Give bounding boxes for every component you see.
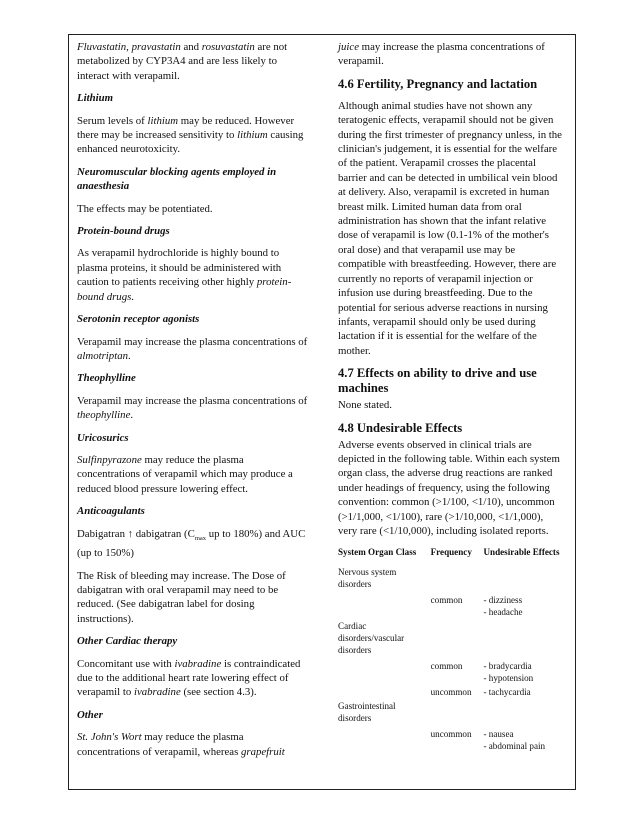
soc-cell: Cardiac disorders/vascular disorders: [338, 621, 405, 656]
table-row: [338, 728, 564, 754]
frequency-cell: common: [430, 661, 463, 672]
frequency-cell: uncommon: [430, 687, 472, 698]
lithium-text: Serum levels of lithium may be reduced. However there may be increased sensitivity to lithium causing enhanced neurotoxicity.: [77, 114, 304, 156]
cardiac-therapy-heading: Other Cardiac therapy: [77, 635, 178, 648]
header-system-organ-class: System Organ Class: [338, 547, 417, 558]
grapefruit-continuation: juice may increase the plasma concentrations of verapamil.: [338, 41, 545, 68]
header-frequency: Frequency: [430, 547, 472, 558]
other-text: St. John's Wort may reduce the plasma concentrations of verapamil, whereas grapefruit: [77, 731, 285, 758]
adverse-effects-table: [338, 546, 564, 754]
anticoagulants-heading: Anticoagulants: [77, 505, 145, 518]
table-row: [338, 700, 564, 728]
dabigatran-text: Dabigatran ↑ dabigatran ($C_{max}$ up to 180%) and AUC (up to 150%): [77, 527, 306, 560]
theophylline-text: Verapamil may increase the plasma concentrations of theophylline.: [77, 394, 308, 422]
effects-cell: - nausea - abdominal pain: [483, 729, 546, 752]
section-4-7-text: None stated.: [338, 399, 392, 412]
right-column: [338, 40, 564, 754]
frequency-cell: uncommon: [430, 729, 472, 740]
bleeding-risk-text: The Risk of bleeding may increase. The Dose of dabigatran with oral verapamil may need to be reduced. (See dabigatran label for dosing instructions).: [77, 569, 286, 625]
section-4-7-heading: 4.7 Effects on ability to drive and use machines: [338, 366, 537, 396]
section-4-6-text: Although animal studies have not shown any teratogenic effects, verapamil should not be given during the first trimester of pregnancy unless, in the clinician's judgement, it is essential for the welfare of the patient. Verapamil crosses the placental barrier and can be detected in umbilical vein blood at delivery. Also, verapamil is excreted in human breast milk. Limited human data from oral administration has shown that the infant relative dose of verapamil is low (0.1-1% of the mother's oral dose) and that verapamil use may be compatible with breastfeeding. However, there are currently no reports of verapamil injection or infusion use during breastfeeding. Due to the potential for serious adverse reactions in nursing infants, verapamil should only be used during lactation if it is essential for the welfare of the mother.: [338, 99, 562, 357]
uricosurics-text: Sulfinpyrazone may reduce the plasma concentrations of verapamil which may produce a reduced blood pressure lowering effect.: [77, 453, 293, 495]
soc-cell: Gastrointestinal disorders: [338, 701, 396, 724]
serotonin-text: Verapamil may increase the plasma concentrations of almotriptan.: [77, 335, 308, 362]
statin-paragraph: Fluvastatin, pravastatin and rosuvastatin are not metabolized by CYP3A4 and are less likely to interact with verapamil.: [77, 41, 288, 82]
left-column: [77, 40, 309, 767]
table-row: [338, 566, 564, 594]
nmb-text: The effects may be potentiated.: [77, 202, 213, 215]
lithium-heading: Lithium: [77, 92, 114, 105]
frequency-cell: common: [430, 595, 463, 606]
nmb-heading: Neuromuscular blocking agents employed in anaesthesia: [77, 165, 277, 193]
theophylline-heading: Theophylline: [77, 372, 136, 385]
effects-cell: - tachycardia: [483, 687, 531, 698]
effects-cell: - dizziness - headache: [483, 595, 523, 618]
table-row: [338, 594, 564, 620]
table-row: [338, 686, 564, 700]
section-4-8-text: Adverse events observed in clinical trials are depicted in the following table. Within each system organ class, the adverse drug reactions are ranked under headings of frequency, using the following convention: common (>1/100, <1/10), uncommon (>1/1,000, <1/100), rare (>1/10,000, <1/1,000), very rare (<1/10,000), including isolated reports.: [338, 438, 560, 537]
protein-bound-text: As verapamil hydrochloride is highly bound to plasma proteins, it should be administered with caution to patients receiving other highly protein-bound drugs.: [77, 247, 292, 303]
other-heading: Other: [77, 708, 103, 721]
soc-cell: Nervous system disorders: [338, 567, 397, 590]
effects-cell: - bradycardia - hypotension: [483, 661, 534, 684]
section-4-8-heading: 4.8 Undesirable Effects: [338, 420, 463, 435]
ivabradine-text: Concomitant use with ivabradine is contraindicated due to the additional heart rate lowering effect of verapamil to ivabradine (see section 4.3).: [77, 657, 301, 699]
table-row: [338, 620, 564, 660]
header-undesirable-effects: Undesirable Effects: [483, 547, 560, 558]
protein-bound-heading: Protein-bound drugs: [77, 225, 170, 238]
serotonin-heading: Serotonin receptor agonists: [77, 313, 200, 326]
table-row: [338, 660, 564, 686]
uricosurics-heading: Uricosurics: [77, 431, 129, 444]
table-header-row: [338, 546, 564, 566]
section-4-6-heading: 4.6 Fertility, Pregnancy and lactation: [338, 76, 538, 91]
